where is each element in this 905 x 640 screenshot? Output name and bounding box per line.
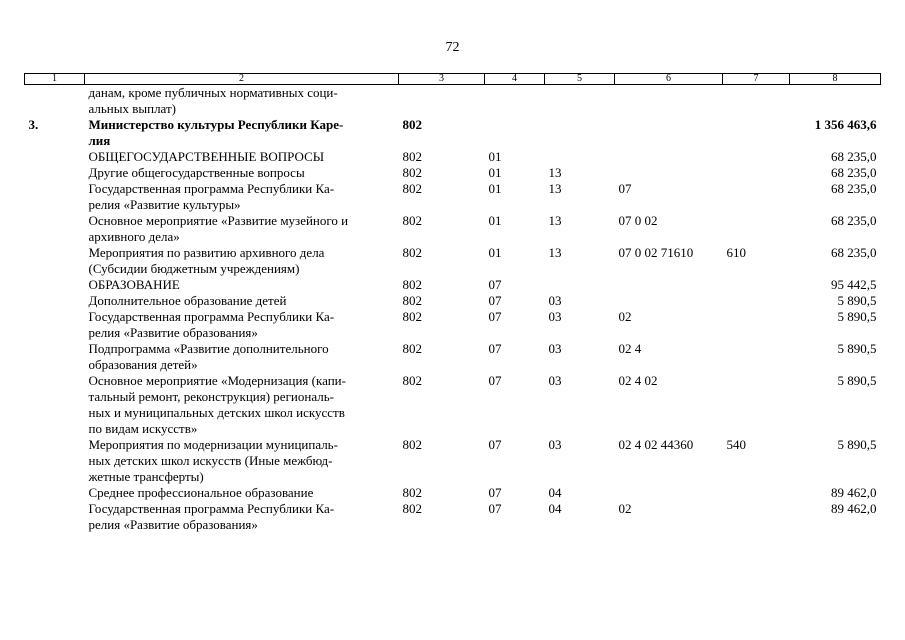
code-section: 07 [488,501,502,516]
row-amount: 68 235,0 [831,165,877,180]
code-section: 01 [488,181,502,196]
row-amount: 68 235,0 [831,245,877,260]
row-number [25,437,85,485]
row-name: Государственная программа Республики Ка- релия «Развитие образования» [88,309,335,340]
code-target-article: 02 4 02 [618,373,658,388]
code-expense-type [723,165,790,181]
code-expense-type [723,213,790,245]
row-number [25,309,85,341]
code-expense-type [723,149,790,165]
code-expense-type: 540 [726,437,746,452]
table-row [25,501,881,533]
row-amount: 68 235,0 [831,149,877,164]
code-expense-type [723,485,790,501]
row-amount: 5 890,5 [837,373,877,388]
row-number [25,245,85,277]
table-row [25,85,881,118]
code-subsection: 04 [548,501,562,516]
row-name: Основное мероприятие «Развитие музейного и архивного дела» [88,213,349,244]
row-number [25,373,85,437]
table-body [25,85,881,534]
row-number [25,341,85,373]
row-name: ОБРАЗОВАНИЕ [88,277,180,292]
code-target-article: 02 [618,309,632,324]
code-target-article [615,165,723,181]
row-amount: 68 235,0 [831,213,877,228]
code-target-article: 07 0 02 71610 [618,245,694,260]
table-row [25,373,881,437]
row-number [25,277,85,293]
row-number [25,501,85,533]
table-row [25,341,881,373]
row-number [25,85,85,118]
table-row [25,165,881,181]
code-section: 07 [488,309,502,324]
row-name: Среднее профессиональное образование [88,485,314,500]
code-target-article [615,117,723,149]
code-target-article: 02 4 [618,341,642,356]
code-target-article [615,485,723,501]
code-ministry: 802 [402,213,422,228]
row-amount [790,85,881,118]
code-ministry: 802 [402,501,422,516]
code-expense-type: 610 [726,245,746,260]
row-amount: 68 235,0 [831,181,877,196]
code-ministry: 802 [402,309,422,324]
code-subsection [545,117,615,149]
code-section: 01 [488,149,502,164]
table-row [25,485,881,501]
code-target-article [615,293,723,309]
table-row [25,245,881,277]
page-number: 72 [445,40,460,55]
code-section: 07 [488,437,502,452]
code-target-article: 02 4 02 44360 [618,437,694,452]
code-ministry: 802 [402,117,422,132]
table-row [25,293,881,309]
row-name: Дополнительное образование детей [88,293,287,308]
code-section [485,85,545,118]
code-section: 01 [488,213,502,228]
code-subsection: 13 [548,213,562,228]
code-section [485,117,545,149]
row-number [25,485,85,501]
code-target-article: 02 [618,501,632,516]
code-ministry: 802 [402,485,422,500]
row-name: Подпрограмма «Развитие дополнительного образования детей» [88,341,329,372]
code-subsection: 13 [548,245,562,260]
row-number: 3. [28,117,39,132]
row-number [25,181,85,213]
code-expense-type [723,293,790,309]
table-row [25,181,881,213]
row-amount: 5 890,5 [837,437,877,452]
table-row [25,277,881,293]
code-section: 07 [488,373,502,388]
row-name: Государственная программа Республики Ка- релия «Развитие образования» [88,501,335,532]
code-ministry: 802 [402,245,422,260]
code-target-article [615,149,723,165]
table-row [25,117,881,149]
code-ministry: 802 [402,373,422,388]
column-number: 2 [85,74,399,85]
code-ministry: 802 [402,341,422,356]
code-section: 07 [488,277,502,292]
code-expense-type [723,181,790,213]
code-expense-type [723,85,790,118]
code-subsection: 13 [548,165,562,180]
code-subsection: 03 [548,293,562,308]
column-number: 5 [545,74,615,85]
code-expense-type [723,117,790,149]
row-amount: 89 462,0 [831,501,877,516]
row-amount: 5 890,5 [837,309,877,324]
column-number: 4 [485,74,545,85]
code-ministry [399,85,485,118]
code-subsection: 13 [548,181,562,196]
code-target-article [615,85,723,118]
code-expense-type [723,373,790,437]
code-expense-type [723,309,790,341]
column-number: 6 [615,74,723,85]
row-number [25,293,85,309]
code-target-article [615,277,723,293]
code-section: 07 [488,293,502,308]
column-number: 7 [723,74,790,85]
code-section: 07 [488,341,502,356]
row-amount: 1 356 463,6 [814,117,877,132]
code-ministry: 802 [402,181,422,196]
code-ministry: 802 [402,165,422,180]
code-subsection: 03 [548,341,562,356]
code-section: 07 [488,485,502,500]
code-subsection: 03 [548,373,562,388]
code-ministry: 802 [402,277,422,292]
code-ministry: 802 [402,293,422,308]
row-name: Основное мероприятие «Модернизация (капи- тальный ремонт, реконструкция) региональ- ных и муниципальных детских школ искусств по видам искусств» [88,373,346,436]
row-amount: 5 890,5 [837,293,877,308]
row-amount: 89 462,0 [831,485,877,500]
code-subsection: 03 [548,437,562,452]
column-number: 3 [399,74,485,85]
row-name: Другие общегосударственные вопросы [88,165,305,180]
row-name: Мероприятия по модернизации муниципаль- ных детских школ искусств (Иные межбюд- жетные трансферты) [88,437,338,484]
row-number [25,165,85,181]
code-ministry: 802 [402,149,422,164]
table-row [25,149,881,165]
row-name: Министерство культуры Республики Каре- лия [88,117,344,148]
code-ministry: 802 [402,437,422,452]
row-name: Государственная программа Республики Ка- релия «Развитие культуры» [88,181,335,212]
code-expense-type [723,501,790,533]
row-number [25,213,85,245]
column-number: 1 [25,74,85,85]
code-expense-type [723,277,790,293]
row-number [25,149,85,165]
code-target-article: 07 [618,181,632,196]
column-number: 8 [790,74,881,85]
row-amount: 95 442,5 [831,277,877,292]
row-name: Мероприятия по развитию архивного дела (Субсидии бюджетным учреждениям) [88,245,325,276]
code-section: 01 [488,245,502,260]
table-row [25,213,881,245]
code-expense-type [723,341,790,373]
budget-table [24,73,881,533]
code-target-article: 07 0 02 [618,213,658,228]
code-subsection [545,149,615,165]
code-subsection [545,85,615,118]
row-name: данам, кроме публичных нормативных соци- альных выплат) [88,85,338,116]
code-subsection: 04 [548,485,562,500]
row-name: ОБЩЕГОСУДАРСТВЕННЫЕ ВОПРОСЫ [88,149,325,164]
code-section: 01 [488,165,502,180]
table-row [25,437,881,485]
code-subsection: 03 [548,309,562,324]
table-row [25,309,881,341]
row-amount: 5 890,5 [837,341,877,356]
code-subsection [545,277,615,293]
column-number-header [25,74,881,85]
